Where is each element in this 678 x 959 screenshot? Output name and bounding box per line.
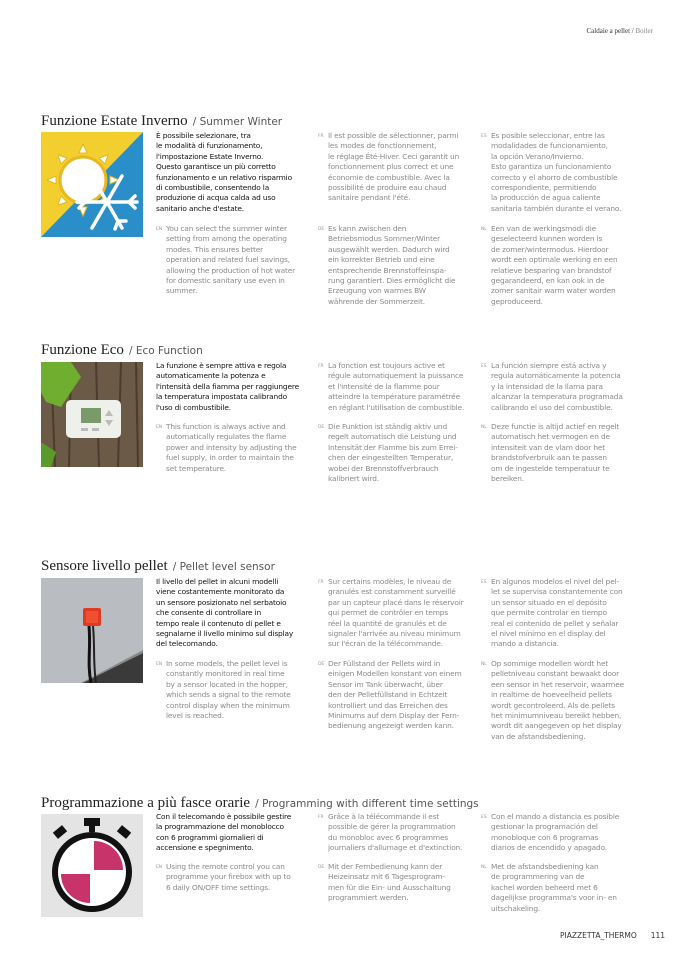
text-it: Il livello del pellet in alcuni modelli viene costantemente monitorato da un sensore posizionato nel serbatoio che consente di controllare in tempo reale il contenuto di pellet e segnalarne il livello minimo sul display del telecomando. bbox=[156, 577, 294, 649]
title-it: Funzione Estate Inverno bbox=[41, 113, 188, 129]
title-it: Sensore livello pellet bbox=[41, 558, 168, 574]
text-fr bbox=[318, 131, 459, 204]
text-fr bbox=[318, 577, 464, 650]
footer-brand: PIAZZETTA_THERMO bbox=[560, 931, 637, 940]
section-heading: Programmazione a più fasce orarie / Programming with different time settings bbox=[41, 795, 479, 811]
en: EN bbox=[156, 227, 162, 232]
es: En algunos modelos el nivel del pel- let se supervisa constantemente con un sensor situado en el depósito que permite controlar en tiempo real el contenido de pellet y señalar el nivel mínimo en el display del mando a distancia. bbox=[491, 577, 623, 649]
text-fr bbox=[318, 361, 464, 413]
summer-winter-icon bbox=[41, 132, 143, 237]
es: Con el mando a distancia es posible gestionar la programación del monobloque con 6 programas diarios de encendido y apagado. bbox=[491, 812, 620, 853]
fr: Sur certains modèles, le niveau de granulés est constamment surveillé par un capteur placé dans le réservoir qui permet de contrôler en temps réel la quantité de granulés et de signaler l'arrivée au niveau minimum sur l'écran de la télécommande. bbox=[328, 577, 464, 649]
nl: Een van de werkingsmodi die geselecteerd kunnen worden is de zomer/wintermodus. Hierdoor wordt een optimale werking en een relatieve besparing van brandstof gegarandeerd, en kan ook in de zomer sanitair warm water worden geproduceerd. bbox=[491, 224, 618, 306]
de: DE bbox=[318, 425, 325, 430]
text-de bbox=[318, 862, 451, 904]
pellet-sensor-photo bbox=[41, 578, 143, 683]
fr: Grâce à la télécommande il est possible de gérer la programmation du monobloc avec 6 programmes journaliers d'allumage et d'extinction. bbox=[328, 812, 463, 853]
text-en bbox=[156, 862, 291, 893]
text-it: È possibile selezionare, tra le modalità di funzionamento, l'impostazione Estate Inverno. Questo garantisce un più corretto funzionamento e un relativo risparmio di combustibile, consentendo la produzione di acqua calda ad uso sanitario anche d'estate. bbox=[156, 131, 292, 213]
title-en: Programming with different time settings bbox=[262, 798, 479, 810]
fr: FR bbox=[318, 134, 324, 139]
text-en bbox=[156, 224, 295, 297]
text-es bbox=[481, 812, 619, 854]
title-en: Summer Winter bbox=[199, 116, 283, 128]
de: DE bbox=[318, 865, 325, 870]
nl: NL bbox=[481, 865, 487, 870]
title-it: Programmazione a più fasce orarie bbox=[41, 795, 251, 811]
header-subtitle: Boiler bbox=[635, 27, 653, 35]
de: DE bbox=[318, 227, 325, 232]
page-footer bbox=[560, 931, 665, 940]
fr: La fonction est toujours active et régule automatiquement la puissance et l'intensité de la flamme pour atteindre la température paramétrée en réglant l'utilisation de combustible. bbox=[328, 361, 465, 412]
running-header: Caldaie a pellet / Boiler bbox=[586, 27, 653, 35]
en: EN bbox=[156, 425, 162, 430]
fr: FR bbox=[318, 580, 324, 585]
section-heading: Funzione Eco / Eco Function bbox=[41, 342, 203, 358]
text-de bbox=[318, 422, 458, 484]
es: La función siempre está activa y regula automáticamente la potencia y la intensidad de la llama para alcanzar la temperatura programada calibrando el uso del combustible. bbox=[491, 361, 623, 412]
nl: Op sommige modellen wordt het pelletniveau constant bewaakt door een sensor in het reservoir, waarmee in realtime de hoeveelheid pellets wordt gecontroleerd. Als de pellets het minimumniveau bereikt hebben, wordt dit aangegeven op het display van de afstandsbediening. bbox=[491, 659, 624, 741]
es: ES bbox=[481, 364, 487, 369]
text-nl bbox=[481, 862, 617, 914]
text-en bbox=[156, 659, 291, 721]
title-en: Eco Function bbox=[135, 345, 203, 357]
text-it: La funzione è sempre attiva e regola automaticamente la potenza e l'intensità della fiamma per raggiungere la temperatura impostata calibrando l'uso di combustibile. bbox=[156, 361, 299, 412]
thermostat-photo bbox=[41, 362, 143, 467]
fr: FR bbox=[318, 815, 324, 820]
nl: NL bbox=[481, 227, 487, 232]
text-nl bbox=[481, 659, 624, 742]
es: ES bbox=[481, 134, 487, 139]
stopwatch-icon bbox=[41, 814, 143, 917]
nl: NL bbox=[481, 425, 487, 430]
de: Es kann zwischen den Betriebsmodus Sommer/Winter ausgewählt werden. Dadurch wird ein korrekter Betrieb und eine entsprechende Brennstoffeinspa- rung garantiert. Dies ermöglicht die Erzeugung von warmes BW währende der Sommerzeit. bbox=[328, 224, 456, 306]
text-es bbox=[481, 131, 621, 214]
text-es bbox=[481, 361, 623, 413]
text-de bbox=[318, 659, 462, 732]
fr: Il est possible de sélectionner, parmi les modes de fonctionnement, le réglage Été-Hiver. Ceci garantit un fonctionnement plus correct et une économie de combustible. Avec la possibilité de produire eau chaud sanitaire pendant l'été. bbox=[328, 131, 460, 203]
text-de bbox=[318, 224, 455, 307]
de: Der Füllstand der Pellets wird in einigen Modellen konstant von einem Sensor im Tank überwacht, über den der Pelletfüllstand in Echtzeit kontrolliert und das Erreichen des Minimums auf dem Display der Fern- bedienung angezeigt werden kann. bbox=[328, 659, 462, 731]
text-it: Con il telecomando è possibile gestire la programmazione del monoblocco con 6 programmi giornalieri di accensione e spegnimento. bbox=[156, 812, 292, 853]
en: EN bbox=[156, 662, 162, 667]
es: ES bbox=[481, 580, 487, 585]
title-en: Pellet level sensor bbox=[179, 561, 275, 573]
en: You can select the summer winter setting from among the operating modes. This ensures better operation and related fuel savings, allowing the production of hot water for domestic sanitary use even in summer. bbox=[166, 224, 296, 296]
en: In some models, the pellet level is constantly monitored in real time by a sensor located in the hopper, which sends a signal to the remote control display when the minimum level is reached. bbox=[166, 659, 291, 721]
nl: NL bbox=[481, 662, 487, 667]
es: Es posible seleccionar, entre las modalidades de funcionamiento, la opción Verano/Invierno. Esto garantiza un funcionamiento correcto y el ahorro de combustible correspondiente, permitiendo la producción de agua caliente sanitaria también durante el verano. bbox=[491, 131, 622, 213]
text-nl bbox=[481, 422, 619, 484]
de: Die Funktion ist ständig aktiv und regelt automatisch die Leistung und Intensität der Flamme bis zum Errei- chen der eingestellten Temperatur, wobei der Brennstoffverbrauch kalibriert wird. bbox=[328, 422, 458, 484]
text-nl bbox=[481, 224, 617, 307]
nl: Met de afstandsbediening kan de programmering van de kachel worden beheerd met 6 dagelijkse programma's voor in- en uitschakeling. bbox=[491, 862, 617, 913]
section-heading: Funzione Estate Inverno / Summer Winter bbox=[41, 113, 283, 129]
de: Mit der Fernbedienung kann der Heizeinsatz mit 6 Tagesprogram- men für die Ein- und Ausschaltung programmiert werden. bbox=[328, 862, 451, 903]
en: This function is always active and automatically regulates the flame power and intensity by adjusting the fuel supply, in order to maintain the set temperature. bbox=[166, 422, 297, 473]
de: DE bbox=[318, 662, 325, 667]
en: EN bbox=[156, 865, 162, 870]
title-it: Funzione Eco bbox=[41, 342, 124, 358]
text-en bbox=[156, 422, 296, 474]
header-title: Caldaie a pellet bbox=[586, 27, 631, 35]
fr: FR bbox=[318, 364, 324, 369]
nl: Deze functie is altijd actief en regelt automatisch het vermogen en de intensiteit van de vlam door het brandstofverbruik aan te passen om de ingestelde temperatuur te bereiken. bbox=[491, 422, 620, 484]
page-number: 111 bbox=[650, 931, 666, 940]
text-es bbox=[481, 577, 622, 650]
es: ES bbox=[481, 815, 487, 820]
text-fr bbox=[318, 812, 462, 854]
en: Using the remote control you can programme your firebox with up to 6 daily ON/OFF time settings. bbox=[166, 862, 291, 892]
section-heading: Sensore livello pellet / Pellet level sensor bbox=[41, 558, 275, 574]
